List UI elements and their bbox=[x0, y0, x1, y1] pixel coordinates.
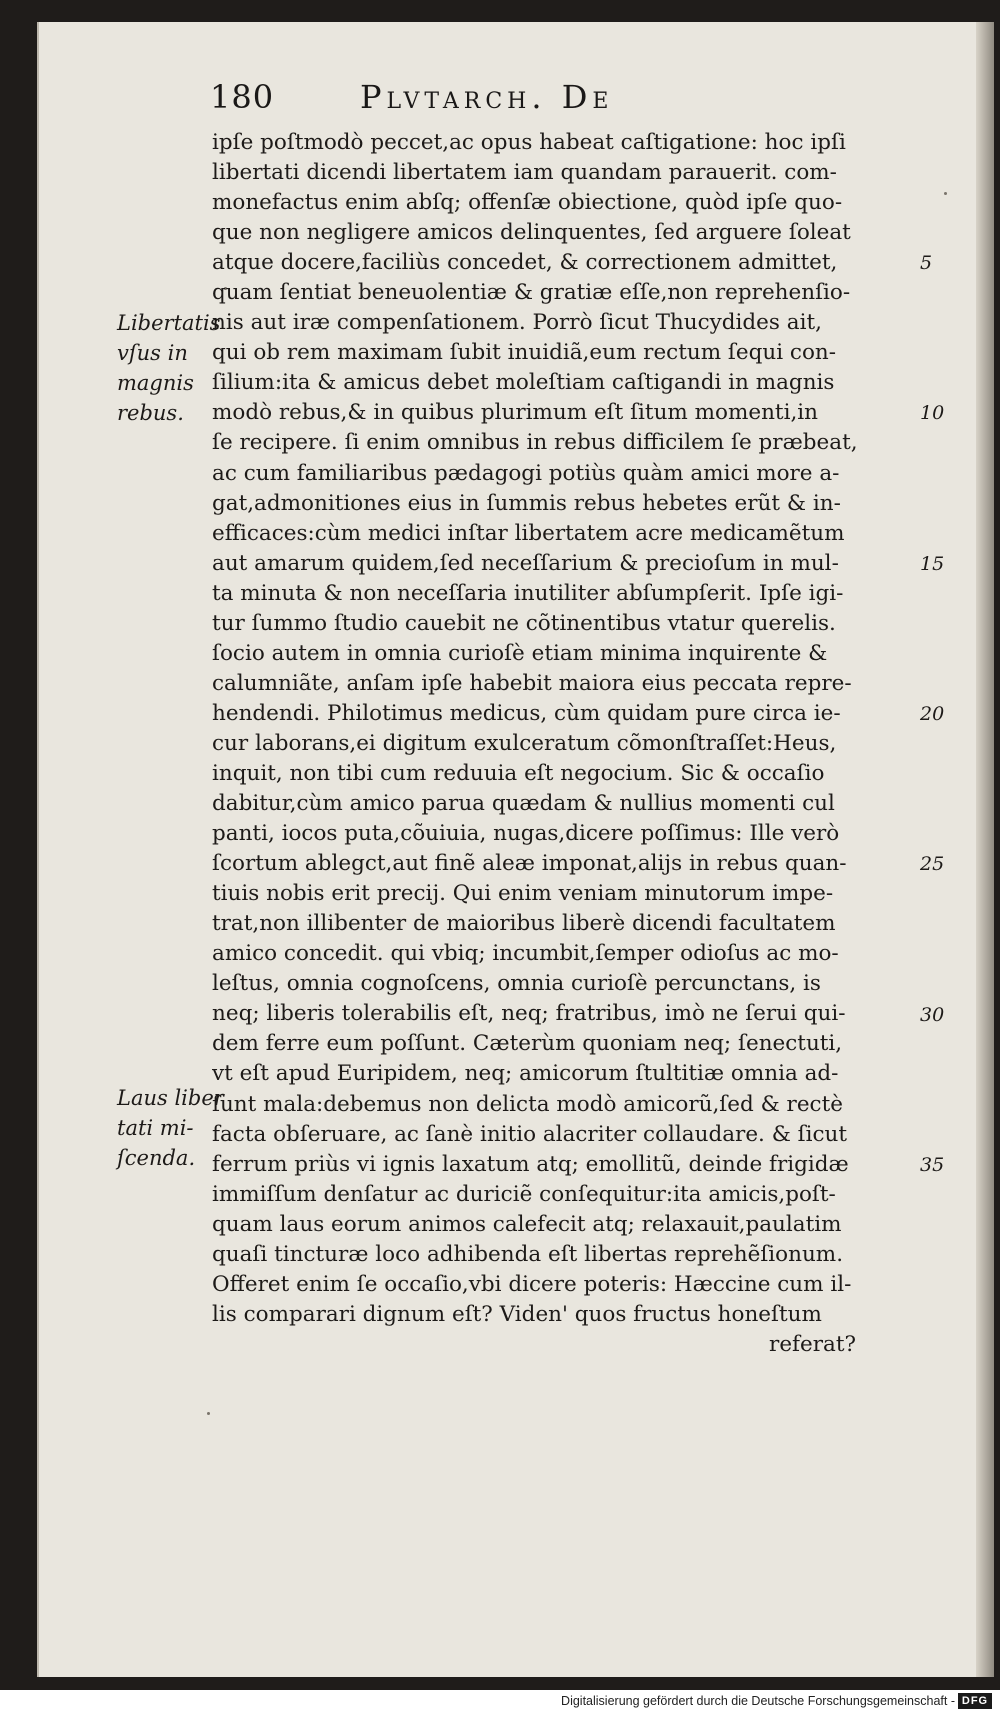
text-line: ta minuta & non neceſſaria inutiliter abſumpſerit. Ipſe igi- bbox=[212, 580, 844, 606]
text-line: referat? bbox=[769, 1331, 856, 1357]
body-text bbox=[212, 128, 902, 1360]
page-edge bbox=[976, 22, 994, 1677]
text-line: quaſi tincturæ loco adhibenda eſt libertas reprehẽſionum. bbox=[212, 1241, 844, 1267]
paper-speck bbox=[944, 192, 947, 195]
line-number: 5 bbox=[920, 252, 933, 274]
text-line: libertati dicendi libertatem iam quandam parauerit. com- bbox=[212, 160, 837, 186]
text-line: amico concedit. qui vbiq; incumbit,ſemper odioſus ac mo- bbox=[212, 941, 839, 967]
text-line: ac cum familiaribus pædagogi potiùs quàm amici more a- bbox=[212, 460, 840, 486]
text-line: atque docere,faciliùs concedet, & correctionem admittet, bbox=[212, 250, 838, 276]
line-number: 10 bbox=[920, 402, 945, 424]
text-line: facta obſeruare, ac ſanè initio alacriter collaudare. & ſicut bbox=[212, 1121, 848, 1147]
text-line: ſcortum ablegct,aut finẽ aleæ imponat,alijs in rebus quan- bbox=[212, 851, 847, 877]
text-line: aut amarum quidem,ſed neceſſarium & precioſum in mul- bbox=[212, 550, 839, 576]
marginal-note-line: magnis bbox=[117, 371, 194, 395]
text-line: tiuis nobis erit precij. Qui enim veniam minutorum impe- bbox=[212, 881, 834, 907]
funding-credit: Digitalisierung gefördert durch die Deutsche Forschungsgemeinschaft - bbox=[561, 1694, 955, 1708]
text-line: calumniãte, anſam ipſe habebit maiora eius peccata repre- bbox=[212, 670, 852, 696]
dfg-logo: DFG bbox=[958, 1693, 992, 1709]
line-number: 20 bbox=[920, 703, 945, 725]
text-line: ſocio autem in omnia curioſè etiam minima inquirente & bbox=[212, 640, 828, 666]
text-line: efficaces:cùm medici inſtar libertatem acre medicamẽtum bbox=[212, 520, 845, 546]
page-header bbox=[210, 70, 770, 120]
line-number: 30 bbox=[920, 1004, 945, 1026]
text-line: ipſe poſtmodò peccet,ac opus habeat caſtigatione: hoc ipſi bbox=[212, 130, 846, 155]
running-title: Plvtarch. De bbox=[360, 78, 614, 116]
marginal-note-line: Libertatis bbox=[117, 311, 221, 335]
text-line: vt eſt apud Euripidem, neq; amicorum ſtultitiæ omnia ad- bbox=[212, 1061, 839, 1087]
text-line: Offeret enim ſe occaſio,vbi dicere poteris: Hæccine cum il- bbox=[212, 1271, 852, 1297]
text-line: tur ſummo ſtudio cauebit ne cõtinentibus vtatur querelis. bbox=[212, 610, 836, 636]
marginal-note-laus bbox=[117, 1083, 222, 1173]
text-line: dabitur,cùm amico parua quædam & nullius momenti cul bbox=[212, 791, 835, 817]
text-line: trat,non illibenter de maioribus liberè dicendi facultatem bbox=[212, 911, 836, 937]
text-line: ſunt mala:debemus non delicta modò amicorũ,ſed & rectè bbox=[212, 1091, 843, 1117]
marginal-note-line: vſus in bbox=[117, 341, 188, 365]
text-line: panti, iocos puta,cõuiuia, nugas,dicere poſſimus: Ille verò bbox=[212, 821, 840, 847]
line-number: 25 bbox=[920, 853, 945, 875]
text-line: dem ferre eum poſſunt. Cæterùm quoniam neq; ſenectuti, bbox=[212, 1031, 843, 1057]
text-line: ſilium:ita & amicus debet moleſtiam caſtigandi in magnis bbox=[212, 370, 835, 396]
text-line: neq; liberis tolerabilis eſt, neq; fratribus, imò ne ſerui qui- bbox=[212, 1001, 846, 1027]
text-line: monefactus enim abſq; offenſæ obiectione, quòd ipſe quo- bbox=[212, 190, 843, 216]
text-line: modò rebus,& in quibus plurimum eſt ſitum momenti,in bbox=[212, 400, 818, 426]
marginal-note-line: Laus liber bbox=[117, 1086, 224, 1110]
text-line: ferrum priùs vi ignis laxatum atq; emollitũ, deinde frigidæ bbox=[212, 1151, 849, 1177]
text-line: immiſſum denſatur ac duriciẽ conſequitur:ita amicis,poſt- bbox=[212, 1181, 836, 1207]
text-line: lis comparari dignum eſt? Viden' quos fructus honeſtum bbox=[212, 1301, 822, 1327]
marginal-note-line: rebus. bbox=[117, 401, 184, 425]
text-line: gat,admonitiones eius in ſummis rebus hebetes erũt & in- bbox=[212, 490, 841, 516]
marginal-note-libertatis bbox=[117, 308, 222, 428]
line-number: 35 bbox=[920, 1154, 945, 1176]
marginal-note-line: tati mi- bbox=[117, 1116, 194, 1140]
text-line: inquit, non tibi cum reduuia eſt negocium. Sic & occaſio bbox=[212, 760, 825, 786]
text-line: quam laus eorum animos calefecit atq; relaxauit,paulatim bbox=[212, 1211, 842, 1237]
text-line: quam ſentiat beneuolentiæ & gratiæ eſſe,non reprehenſio- bbox=[212, 280, 851, 306]
marginal-note-line: ſcenda. bbox=[117, 1146, 196, 1170]
text-line: que non negligere amicos delinquentes, ſed arguere ſoleat bbox=[212, 220, 851, 246]
text-line: nis aut iræ compenſationem. Porrò ſicut Thucydides ait, bbox=[212, 310, 822, 336]
line-number: 15 bbox=[920, 553, 945, 575]
text-line: qui ob rem maximam ſubit inuidiã,eum rectum ſequi con- bbox=[212, 340, 837, 366]
digitization-footer bbox=[0, 1690, 1000, 1717]
text-line: hendendi. Philotimus medicus, cùm quidam pure circa ie- bbox=[212, 700, 841, 726]
text-line: cur laborans,ei digitum exulceratum cõmonſtraſſet:Heus, bbox=[212, 730, 837, 756]
paper-speck bbox=[207, 1412, 210, 1415]
text-line: ſe recipere. ſi enim omnibus in rebus difficilem ſe præbeat, bbox=[212, 430, 858, 456]
text-line: leſtus, omnia cognoſcens, omnia curioſè percunctans, is bbox=[212, 971, 821, 997]
page-number: 180 bbox=[210, 78, 275, 116]
